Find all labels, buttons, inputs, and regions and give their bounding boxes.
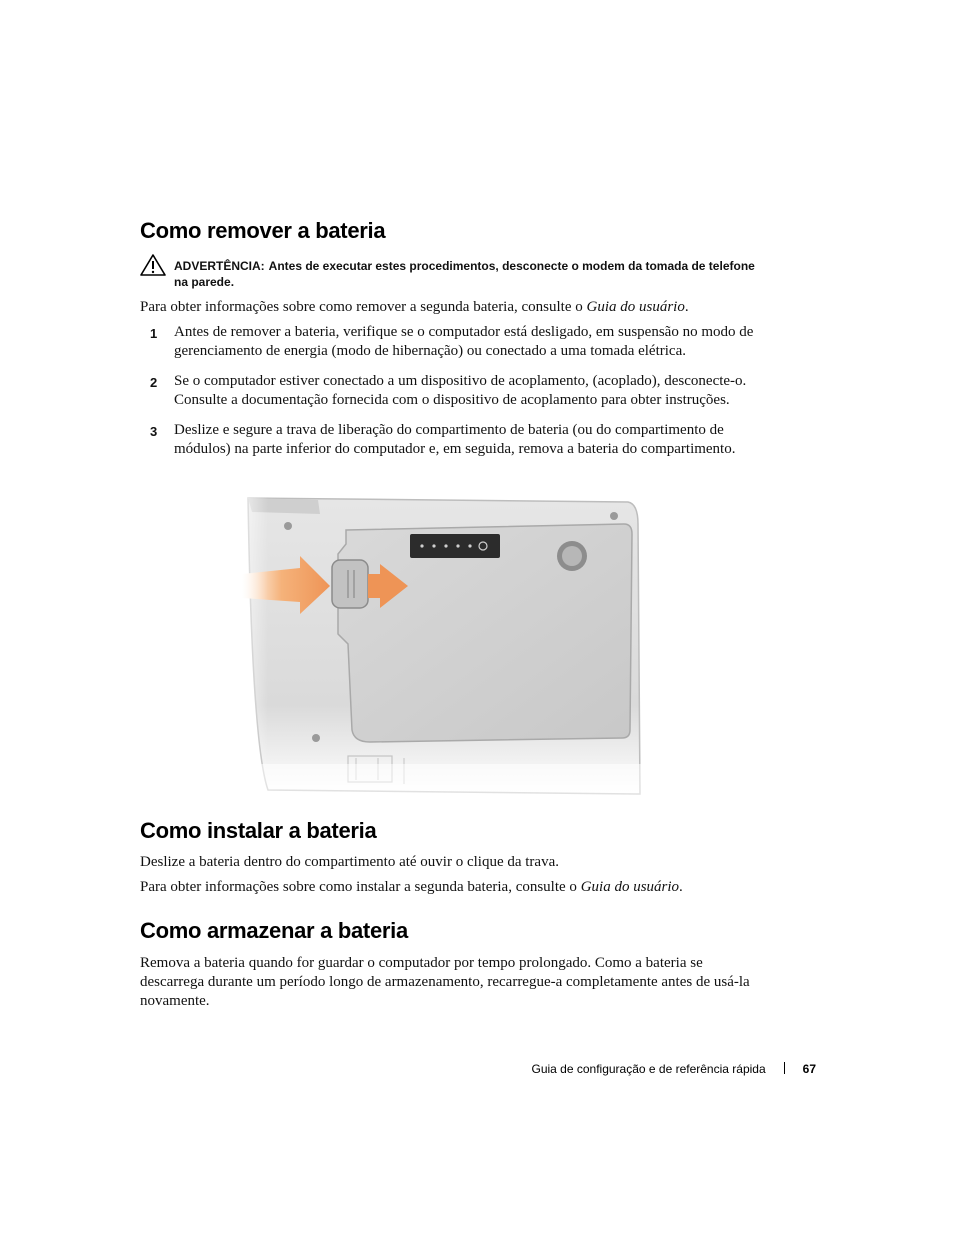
removal-steps-list	[140, 323, 780, 470]
step-item	[140, 421, 780, 459]
heading-remove-battery: Como remover a bateria	[140, 218, 386, 243]
install-paragraph-2-text: Para obter informações sobre como instalar a segunda bateria, consulte o	[140, 879, 581, 895]
step-number: 1	[150, 326, 158, 341]
page-footer	[500, 1062, 816, 1076]
install-paragraph-2-suffix: .	[679, 879, 683, 895]
warning-text	[174, 258, 764, 290]
step-item	[140, 372, 780, 410]
battery-removal-illustration	[228, 494, 648, 806]
step-text: Antes de remover a bateria, verifique se o computador está desligado, em suspensão no modo de gerenciamento de energia (modo de hibernação) ou conectado a uma tomada elétrica.	[174, 324, 754, 359]
store-paragraph: Remova a bateria quando for guardar o computador por tempo prolongado. Como a bateria se descarrega durante um período longo de armazenamento, recarregue-a completamente antes de usá-la novamente.	[140, 955, 750, 1009]
install-paragraph-2	[140, 878, 780, 897]
footer-guide-title: Guia de configuração e de referência rápida	[531, 1062, 766, 1076]
install-paragraph-1: Deslize a bateria dentro do compartimento até ouvir o clique da trava.	[140, 854, 559, 870]
remove-intro-suffix: .	[684, 299, 689, 315]
page-number: 67	[802, 1062, 816, 1076]
warning-message: Antes de executar estes procedimentos, desconecte o modem da tomada de telefone na parede.	[174, 259, 755, 289]
user-guide-reference: Guia do usuário	[580, 879, 680, 895]
step-text: Se o computador estiver conectado a um dispositivo de acoplamento, (acoplado), desconecte-o. Consulte a documentação fornecida com o dispositivo de acoplamento para obter instruções.	[174, 373, 747, 408]
footer-separator	[784, 1062, 785, 1074]
user-guide-reference: Guia do usuário	[586, 299, 685, 315]
warning-icon	[140, 254, 166, 276]
warning-label: ADVERTÊNCIA:	[174, 259, 265, 273]
remove-intro-text: Para obter informações sobre como remover a segunda bateria, consulte o	[140, 299, 587, 315]
step-item	[140, 323, 780, 361]
heading-store-battery: Como armazenar a bateria	[140, 918, 408, 943]
remove-intro-paragraph	[140, 298, 780, 317]
step-number: 2	[150, 375, 158, 390]
step-number: 3	[150, 424, 158, 439]
step-text: Deslize e segure a trava de liberação do compartimento de bateria (ou do compartimento de módulos) na parte inferior do computador e, em seguida, remova a bateria do compartimento.	[174, 422, 736, 457]
heading-install-battery: Como instalar a bateria	[140, 818, 377, 843]
